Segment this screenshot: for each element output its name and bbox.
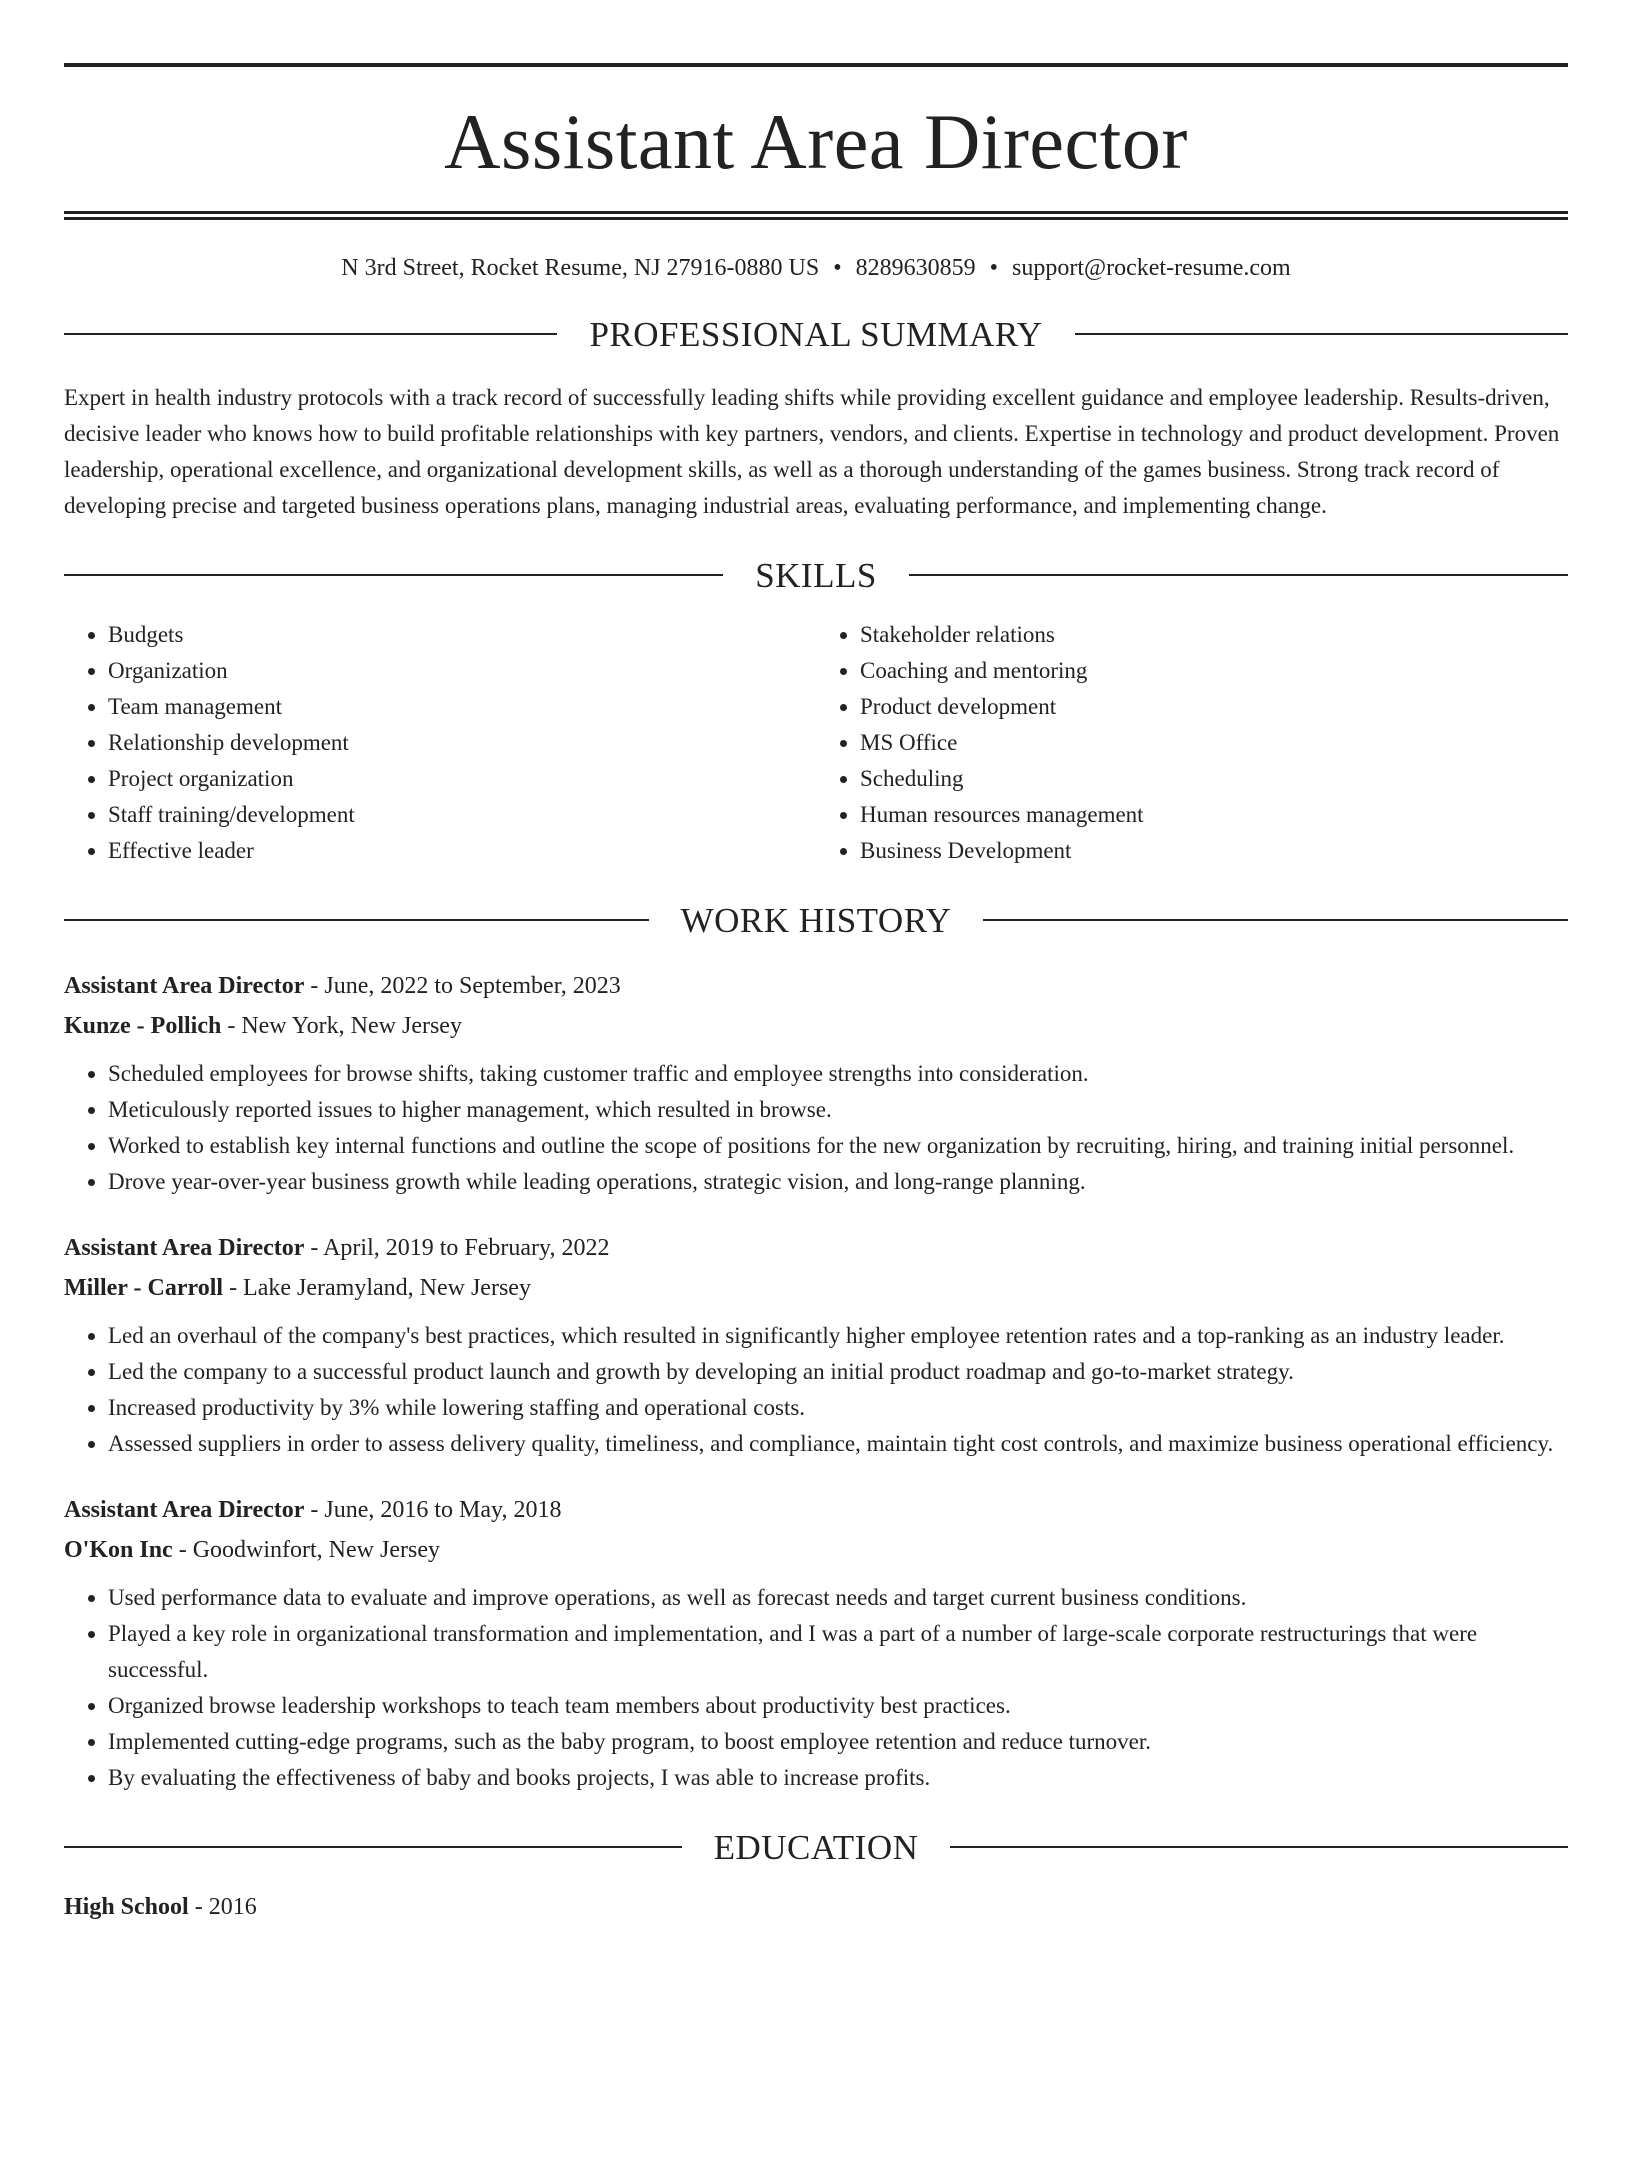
- skill-item: • Stakeholder relations: [860, 617, 1568, 653]
- job-bullet: • Drove year-over-year business growth while leading operations, strategic vision, and long-range planning.: [108, 1164, 1568, 1200]
- job-location: - Lake Jeramyland, New Jersey: [223, 1274, 531, 1301]
- divider-line: [64, 919, 649, 921]
- section-title: WORK HISTORY: [680, 900, 952, 940]
- skill-item: • Coaching and mentoring: [860, 653, 1568, 689]
- job-location: - New York, New Jersey: [221, 1012, 462, 1039]
- job-bullets: [64, 1580, 1568, 1796]
- divider-line: [983, 919, 1568, 921]
- job-company: Kunze - Pollich: [64, 1012, 222, 1039]
- job-entry: [64, 1490, 1568, 1796]
- job-bullet: • Increased productivity by 3% while lowering staffing and operational costs.: [108, 1390, 1568, 1426]
- job-company: O'Kon Inc: [64, 1536, 173, 1563]
- section-header-education: [64, 1827, 1568, 1867]
- top-rule: [64, 63, 1568, 67]
- skill-item: • Budgets: [108, 617, 816, 653]
- job-entry: [64, 1228, 1568, 1462]
- skill-item: • Human resources management: [860, 797, 1568, 833]
- skill-item: • Relationship development: [108, 725, 816, 761]
- candidate-name: Assistant Area Director: [444, 98, 1188, 185]
- skill-item: • Product development: [860, 689, 1568, 725]
- divider-line: [64, 333, 557, 335]
- job-bullets: [64, 1318, 1568, 1462]
- section-header-skills: [64, 555, 1568, 595]
- resume-page: [0, 63, 1632, 2175]
- job-bullet: • Meticulously reported issues to higher management, which resulted in browse.: [108, 1092, 1568, 1128]
- section-header-work: [64, 900, 1568, 940]
- job-bullets: [64, 1056, 1568, 1200]
- skill-item: • MS Office: [860, 725, 1568, 761]
- job-title-line: [64, 1228, 1568, 1268]
- job-bullet: • Worked to establish key internal functions and outline the scope of positions for the new organization by recruiting, hiring, and training initial personnel.: [108, 1128, 1568, 1164]
- skill-item: • Staff training/development: [108, 797, 816, 833]
- job-bullet: • Assessed suppliers in order to assess delivery quality, timeliness, and compliance, maintain tight cost controls, and maximize business operational efficiency.: [108, 1426, 1568, 1462]
- divider-line: [64, 1846, 682, 1848]
- divider-line: [950, 1846, 1568, 1848]
- job-company-line: [64, 1006, 1568, 1046]
- education-degree: High School: [64, 1893, 189, 1920]
- skills-column-left: [64, 617, 816, 869]
- job-company-line: [64, 1268, 1568, 1308]
- section-title: SKILLS: [755, 555, 877, 595]
- divider-line: [909, 574, 1568, 576]
- job-dates: - June, 2016 to May, 2018: [304, 1496, 562, 1523]
- contact-email: support@rocket-resume.com: [1012, 255, 1291, 281]
- job-role: Assistant Area Director: [64, 1496, 305, 1523]
- skill-item: • Project organization: [108, 761, 816, 797]
- job-bullet: • By evaluating the effectiveness of baby and books projects, I was able to increase profits.: [108, 1760, 1568, 1796]
- job-role: Assistant Area Director: [64, 972, 305, 999]
- skill-item: • Team management: [108, 689, 816, 725]
- section-title: EDUCATION: [713, 1827, 919, 1867]
- summary-text: Expert in health industry protocols with a track record of successfully leading shifts while providing excellent guidance and employee leadership. Results-driven, decisive leader who knows how to build profitable relationships with key partners, vendors, and clients. Expertise in technology and product development. Proven leadership, operational excellence, and organizational development skills, as well as a thorough understanding of the games business. Strong track record of developing precise and targeted business operations plans, managing industrial areas, evaluating performance, and implementing change.: [64, 384, 1560, 518]
- job-bullet: • Used performance data to evaluate and improve operations, as well as forecast needs and target current business conditions.: [108, 1580, 1568, 1616]
- section-header-summary: [64, 314, 1568, 354]
- contact-address: N 3rd Street, Rocket Resume, NJ 27916-0880 US: [341, 255, 820, 281]
- contact-line: [64, 254, 1568, 283]
- skill-item: • Business Development: [860, 833, 1568, 869]
- skill-item: • Organization: [108, 653, 816, 689]
- contact-separator: •: [989, 255, 999, 281]
- job-title-line: [64, 1490, 1568, 1530]
- skill-item: • Effective leader: [108, 833, 816, 869]
- job-dates: - April, 2019 to February, 2022: [304, 1234, 610, 1261]
- job-title-line: [64, 966, 1568, 1006]
- skills-column-right: [816, 617, 1568, 869]
- job-bullet: • Scheduled employees for browse shifts, taking customer traffic and employee strengths into consideration.: [108, 1056, 1568, 1092]
- divider-line: [64, 574, 723, 576]
- job-bullet: • Led an overhaul of the company's best practices, which resulted in significantly higher employee retention rates and a top-ranking as an industry leader.: [108, 1318, 1568, 1354]
- education-year: - 2016: [188, 1893, 257, 1920]
- job-company: Miller - Carroll: [64, 1274, 224, 1301]
- education-entry: [64, 1887, 1568, 1927]
- job-bullet: • Played a key role in organizational transformation and implementation, and I was a part of a number of large-scale corporate restructurings that were successful.: [108, 1616, 1568, 1688]
- job-company-line: [64, 1530, 1568, 1570]
- skills-list: [64, 617, 1568, 869]
- divider-line: [1075, 333, 1568, 335]
- contact-phone: 8289630859: [855, 255, 976, 281]
- section-title: PROFESSIONAL SUMMARY: [589, 314, 1043, 354]
- job-role: Assistant Area Director: [64, 1234, 305, 1261]
- double-rule: [64, 211, 1568, 220]
- contact-separator: •: [833, 255, 842, 281]
- job-bullet: • Led the company to a successful product launch and growth by developing an initial product roadmap and go-to-market strategy.: [108, 1354, 1568, 1390]
- skill-item: • Scheduling: [860, 761, 1568, 797]
- job-location: - Goodwinfort, New Jersey: [172, 1536, 440, 1563]
- job-bullet: • Implemented cutting-edge programs, such as the baby program, to boost employee retention and reduce turnover.: [108, 1724, 1568, 1760]
- job-bullet: • Organized browse leadership workshops to teach team members about productivity best practices.: [108, 1688, 1568, 1724]
- job-dates: - June, 2022 to September, 2023: [304, 972, 621, 999]
- job-entry: [64, 966, 1568, 1200]
